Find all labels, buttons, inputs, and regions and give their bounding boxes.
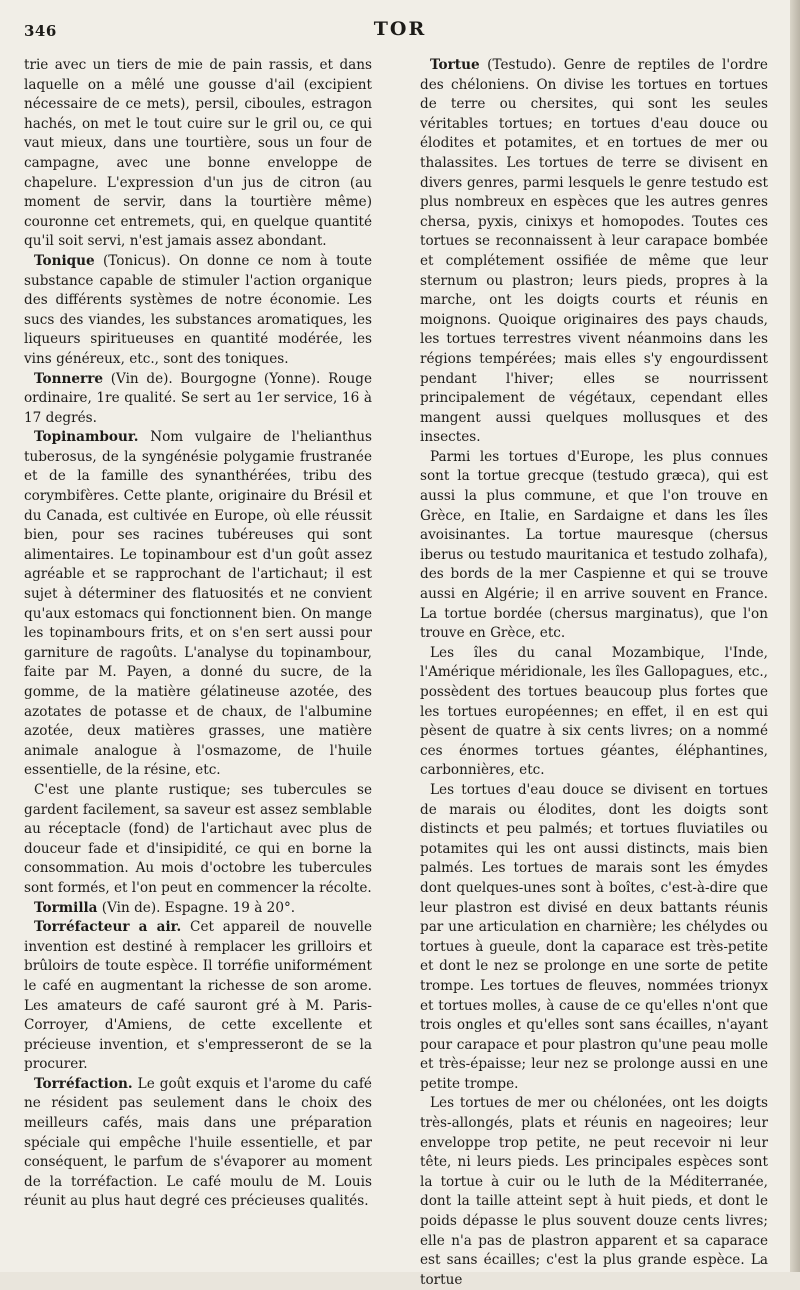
dictionary-entry (420, 781, 768, 1095)
entry-term: Torréfaction. (34, 1075, 133, 1092)
dictionary-entry (420, 644, 768, 781)
page-header (0, 14, 800, 42)
dictionary-entry (24, 899, 372, 919)
running-head: TOR (373, 18, 427, 40)
right-column (420, 56, 768, 1290)
entry-text: Parmi les tortues d'Europe, les plus connues sont la tortue grecque (testudo græca), qui est aussi la plus commune, et que l'on trouve en Grèce, en Italie, en Sardaigne et dans les îles avoisinantes. La tortue mauresque (chersus iberus ou testudo mauritanica et testudo zolhafa), des bords de la mer Caspienne et qui se trouve aussi en Algérie; il en arrive souvent en France. La tortue bordée (chersus marginatus), que l'on trouve en Grèce, etc. (420, 448, 768, 642)
dictionary-entry (24, 252, 372, 370)
entry-term: Tortue (430, 57, 480, 73)
entry-text: trie avec un tiers de mie de pain rassis, et dans laquelle on a mêlé une gousse d'ail (excipient nécessaire de ce mets), persil, ciboules, estragon hachés, on met le tout cuire sur le gril ou, ce qui vaut mieux, dans une tourtière, sous un four de campagne, avec une bonne enveloppe de chapelure. L'expression d'un jus de citron (au moment de servir, dans la tourtière même) couronne cet entremets, qui, en quelque quantité qu'il soit servi, n'est jamais assez abondant. (24, 57, 372, 250)
entry-text: (Vin de). Bourgogne (Yonne). Rouge ordinaire, 1re qualité. Se sert au 1er service, 16 à 17 degrés. (24, 370, 372, 426)
entry-text: (Vin de). Espagne. 19 à 20°. (101, 899, 296, 916)
entry-text: Le goût exquis et l'arome du café ne résident pas seulement dans le choix des meilleurs cafés, mais dans une préparation spéciale qui empêche l'huile essentielle, et par conséquent, le parfum de s'évaporer au moment de la torréfaction. Le café moulu de M. Louis réunit au plus haut degré ces précieuses qualités. (24, 1075, 372, 1210)
dictionary-entry (24, 370, 372, 429)
dictionary-entry (420, 1094, 768, 1290)
page-number: 346 (24, 22, 57, 40)
entry-text: Les tortues d'eau douce se divisent en tortues de marais ou élodites, dont les doigts sont distincts et peu palmés; et tortues fluviatiles ou potamites qui les ont aussi distincts, mais bien palmés. Les tortues de marais sont les émydes dont quelques-unes sont à boîtes, c'est-à-dire que leur plastron est divisé en deux battants réunis par une articulation en charnière; les chélydes ou tortues à gueule, dont la caparace est très-petite et dont le nez se prolonge en une sorte de petite trompe. Les tortues de fleuves, nommées trionyx et tortues molles, à cause de ce qu'elles n'ont que trois ongles et qu'elles sont sans écailles, n'ayant pour carapace et pour plastron qu'une peau molle et très-épaisse; leur nez se prolonge aussi en une petite trompe. (420, 781, 768, 1092)
entry-term: Tormilla (34, 899, 98, 916)
left-column (24, 56, 372, 1212)
entry-term: Topinambour. (34, 429, 139, 446)
dictionary-entry (24, 56, 372, 252)
dictionary-entry (24, 1075, 372, 1212)
dictionary-entry (420, 56, 768, 448)
entry-text: C'est une plante rustique; ses tubercules se gardent facilement, sa saveur est assez semblable au réceptacle (fond) de l'artichaut avec plus de douceur fade et d'insipidité, ce qui en borne la consommation. Au mois d'octobre les tubercules sont formés, et l'on peut en commencer la récolte. (24, 781, 372, 896)
dictionary-entry (24, 918, 372, 1075)
entry-text: Cet appareil de nouvelle invention est destiné à remplacer les grilloirs et brûloirs de toute espèce. Il torréfie uniformément le café en augmentant la richesse de son arome. Les amateurs de café sauront gré à M. Paris-Corroyer, d'Amiens, de cette excellente et précieuse invention, et s'empresseront de se la procurer. (24, 919, 372, 1073)
entry-term: Tonique (34, 252, 95, 269)
entry-term: Torréfacteur a air. (34, 919, 182, 936)
page-edge (790, 0, 800, 1272)
entry-text: (Testudo). Genre de reptiles de l'ordre des chéloniens. On divise les tortues en tortues de terre ou chersites, qui sont les seules véritables tortues; en tortues d'eau douce ou élodites et potamites, et en tortues de mer ou thalassites. Les tortues de terre se divisent en divers genres, parmi lesquels le genre testudo est plus nombreux en espèces que les autres genres chersa, pyxis, cinixys et homopodes. Toutes ces tortues se reconnaissent à leur carapace bombée et complétement ossifiée de même que leur sternum ou plastron; leurs pieds, propres à la marche, ont les doigts courts et réunis en moignons. Quoique originaires des pays chauds, les tortues terrestres vivent néanmoins dans les régions tempérées; mais elles s'y engourdissent pendant l'hiver; elles se nourrissent principalement de végétaux, cependant elles mangent aussi quelques mollusques et des insectes. (420, 57, 768, 446)
dictionary-entry (24, 781, 372, 899)
dictionary-entry (420, 448, 768, 644)
entry-text: Les îles du canal Mozambique, l'Inde, l'Amérique méridionale, les îles Gallopagues, etc., possèdent des tortues beaucoup plus fortes que les tortues européennes; en effet, il en est qui pèsent de quatre à six cents livres; on a nommé ces énormes tortues géantes, éléphantines, carbonnières, etc. (420, 644, 768, 779)
entry-term: Tonnerre (34, 370, 104, 387)
dictionary-entry (24, 428, 372, 781)
entry-text: Nom vulgaire de l'helianthus tuberosus, de la syngénésie polygamie frustranée et de la famille des synanthérées, tribu des corymbifères. Cette plante, originaire du Brésil et du Canada, est cultivée en Europe, où elle réussit bien, pour ses racines tubéreuses qui sont alimentaires. Le topinambour est d'un goût assez agréable et se rapprochant de l'artichaut; il est sujet à déterminer des flatuosités et ne convient qu'aux estomacs qui fonctionnent bien. On mange les topinambours frits, et on s'en sert aussi pour garniture de ragoûts. L'analyse du topinambour, faite par M. Payen, a donné du sucre, de la gomme, de la matière gélatineuse azotée, des azotates de potasse et de chaux, de l'albumine azotée, deux matières grasses, une matière animale analogue à l'osmazome, de l'huile essentielle, de la résine, etc. (24, 429, 373, 779)
entry-text: Les tortues de mer ou chélonées, ont les doigts très-allongés, plats et réunis en nageoires; leur enveloppe trop petite, ne peut recevoir ni leur tête, ni leurs pieds. Les principales espèces sont la tortue à cuir ou le luth de la Méditerranée, dont la taille atteint sept à huit pieds, et dont le poids dépasse le plus souvent douze cents livres; elle n'a pas de plastron apparent et sa caparace est sans écailles; c'est la plus grande espèce. La tortue (420, 1095, 768, 1288)
entry-text: (Tonicus). On donne ce nom à toute substance capable de stimuler l'action organique des différents systèmes de notre économie. Les sucs des viandes, les substances aromatiques, les liqueurs spiritueuses en quantité modérée, les vins généreux, etc., sont des toniques. (24, 252, 372, 367)
